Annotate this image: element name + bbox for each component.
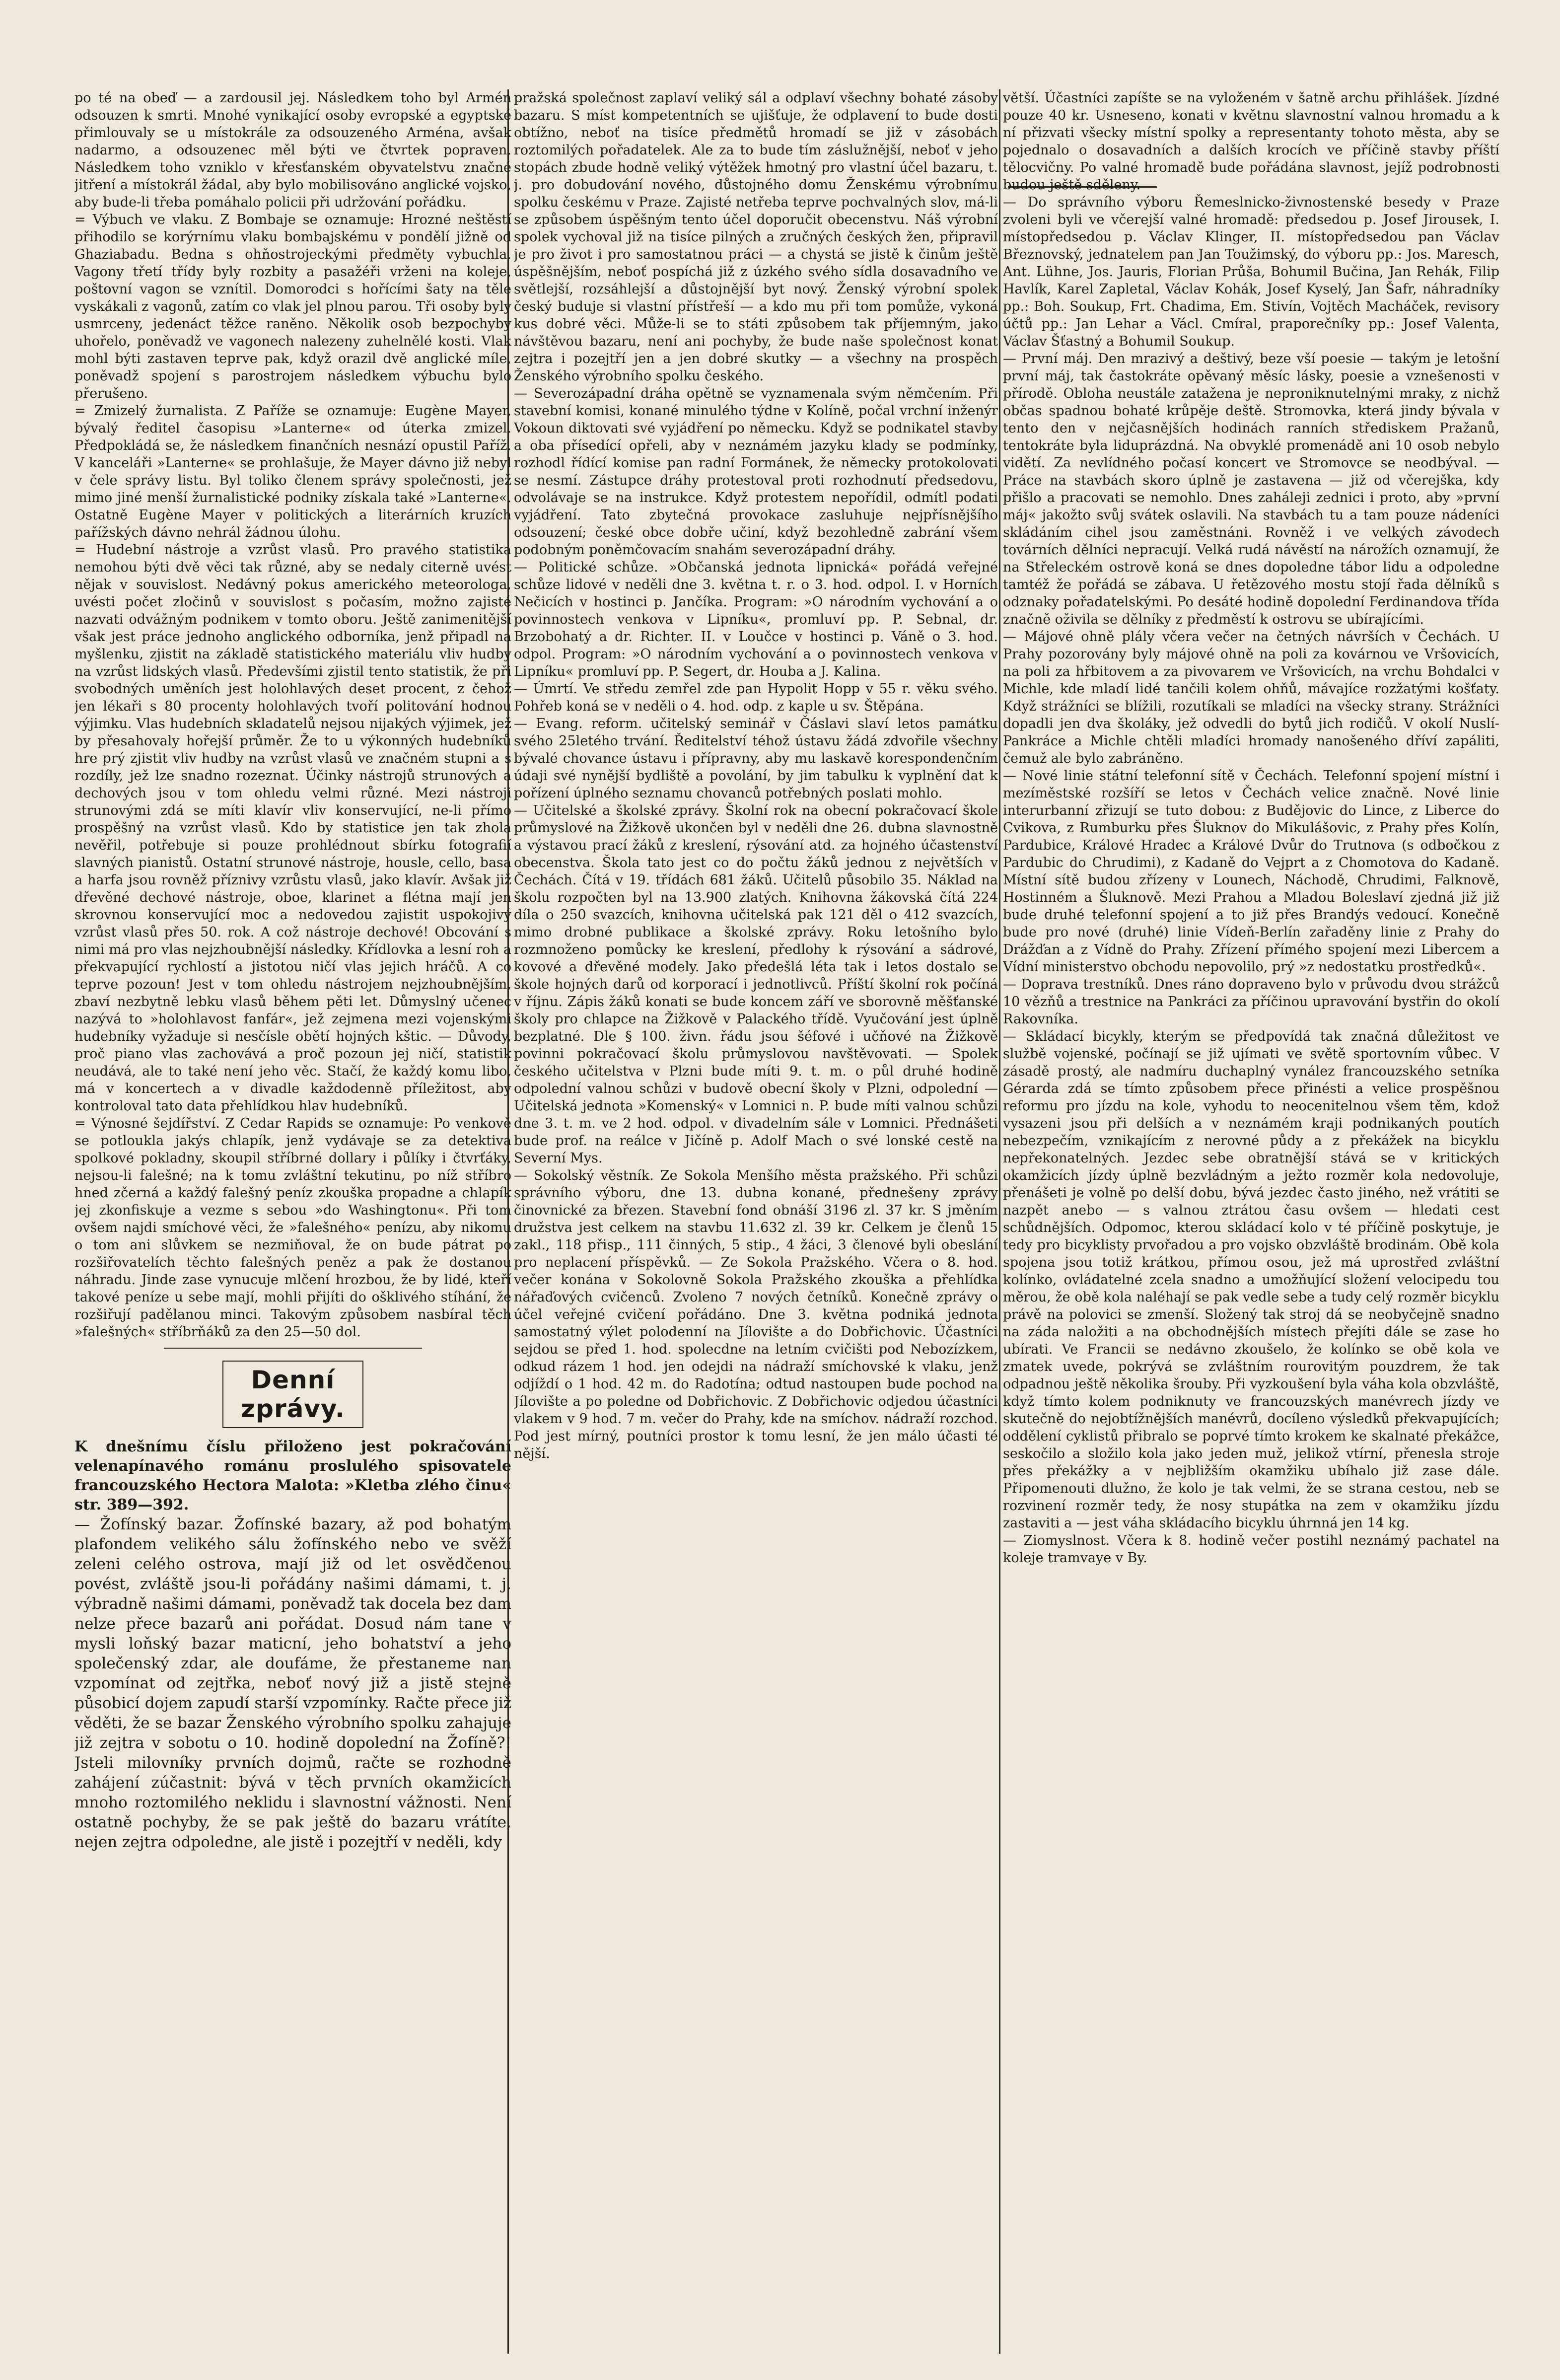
article-paragraph: — Ziomyslnost. Včera k 8. hodině večer postihl neznámý pachatel na koleje tramvaye v By. xyxy=(1003,1533,1499,1566)
article-paragraph: — Doprava trestníků. Dnes ráno dopraveno bylo v průvodu dvou strážců 10 vězňů a trestnice na Pankráci za příčinou upravování bystřin do okolí Rakovníka. xyxy=(1003,977,1499,1027)
article-paragraph: = Hudební nástroje a vzrůst vlasů. Pro pravého statistika nemohou býti dvě věci tak různé, aby se nedaly citerně uvést nějak v souvislost. Nedávný pokus amerického meteorologa, uvésti počet zločinů v souvislost s počasím, možno zajisté nazvati odvážným podnikem v tomto oboru. Ještě zanimenitější však jest práce jednoho anglického odborníka, jenž připadl na myšlenku, zjistit na základě statistického materiálu vliv hudby na vzrůst lidských vlasů. Předevšími zjistil tento statistik, že při svobodných uměních jest holohlavých deset procent, z čehož jen lékaři s 80 procenty holohlavých tvoří politování hodnou výjimku. Vlas hudebních skladatelů nejsou nijakých výjimek, jež by přesahovaly hořejší průměr. Že to u výkonných hudebníků hre prý zjistit vliv hudby na vzrůst vlasů ve značném stupni a s rozdíly, jež lze snadno rozeznat. Účinky nástrojů strunových a dechových jsou v tom ohledu velmi různé. Mezi nástroji strunovými zdá se míti klavír vliv konservující, ne-li přímo prospěšný na vzrůst vlasů. Kdo by statistice jen tak zhola nevěřil, potřebuje si pouze prohlédnout sbírku fotografií slavných pianistů. Ostatní strunové nástroje, housle, cello, basa a harfa jsou rovněž příznivy vzrůstu vlasů, jako klavír. Avšak již dřevěné dechové nástroje, oboe, klarinet a flétna mají jen skrovnou konservující moc a nedovedou zajistit uspokojivý vzrůst vlasů přes 50. rok. A což nástroje dechové! Obcování s nimi má pro vlas nejzhoubnější následky. Křídlovka a lesní roh a překvapující rychlostí a jistotou ničí vlas jejich hráčů. A co teprve pozoun! Jest v tom ohledu nástrojem nejzhoubnějším, zbaví nezbytně lebku vlasů během pěti let. Důmyslný učenec nazývá to »holohlavost fanfár«, jež zejmena mezi vojenskými hudebníky vyžaduje si nesčísle obětí hojných kštic. — Důvody, proč piano vlas zachovává a proč pozoun jej ničí, statistik neudává, ale to také není jeho věc. Stačí, že každý komu libo, má v koncertech a v divadle každodenně příležitost, aby kontroloval tato data přehlídkou hlav hudebníků. xyxy=(74,542,511,1114)
article-paragraph: — Do správního výboru Řemeslnicko-živnostenské besedy v Praze zvoleni byli ve včerejší valné hromadě: předsedou p. Josef Jirousek, I. místopředsedou p. Václav Klinger, II. místopředsedou pan Václav Březnovský, jednatelem pan Jan Toužimský, do výboru pp.: Jos. Maresch, Ant. Lühne, Jos. Jauris, Florian Průša, Bohumil Bučina, Jan Rehák, Filip Havlík, Karel Zapletal, Václav Kohák, Josef Kyselý, Jan Šafr, náhradníky pp.: Boh. Soukup, Frt. Chadima, Em. Stivín, Vojtěch Macháček, revisory účtů pp.: Jan Lehar a Václ. Cmíral, praporečníky pp.: Josef Valenta, Václav Šťastný a Bohumil Soukup. xyxy=(1003,195,1499,349)
article-paragraph: větší. Účastníci zapíšte se na vyloženém v šatně archu přihlášek. Jízdné pouze 40 kr. Usneseno, konati v květnu slavnostní valnou hromadu a k ní přizvati všecky místní spolky a representanty tohoto města, aby se pojednalo o dosavadních a dalších krocích ve příčině stavby příští tělocvičny. Po valné hromadě bude pořádána slavnost, jejíž podrobnosti budou ještě sděleny. xyxy=(1003,90,1499,193)
article-paragraph: — Nové linie státní telefonní sítě v Čechách. Telefonní spojení místní i mezíměstské rozšíří se letos v Čechách velice značně. Nové linie interurbanní zřizují se tuto dobou: z Budějovic do Lince, z Liberce do Cvikova, z Rumburku přes Šluknov do Mikulášovic, z Prahy přes Kolín, Pardubice, Králové Hradec a Králové Dvůr do Trutnova (s odbočkou z Pardubic do Chrudimi), z Kadaně do Vejprt a z Chomotova do Kadaně. Místní sítě budou zřízeny v Lounech, Náchodě, Chrudimi, Falknově, Hostinném a Šluknově. Mezi Prahou a Mladou Boleslaví zjedná již již bude druhé telefonní spojení a to již přes Brandýs vedoucí. Konečně bude pro nové (druhé) linie Vídeň-Berlín zařaděny linie z Prahy do Drážďan a z Vídně do Prahy. Zřízení přímého spojení mezi Libercem a Vídní ministerstvo obchodu nepovolilo, prý »z nedostatku prostředků«. xyxy=(1003,768,1499,975)
column-rule xyxy=(999,89,1000,2354)
article-paragraph: — Evang. reform. učitelský seminář v Čáslavi slaví letos památku svého 25letého trvání. Ředitelství téhož ústavu žádá zdvořile všechny bývalé chovance ústavu i přípravny, aby mu laskavě korespondenčním údaji své nynější bydliště a povolání, by jim tabulku k vyplnění dat k pořízení úplného seznamu chovanců potřebných poslati mohlo. xyxy=(514,716,998,801)
separator xyxy=(164,1348,422,1349)
article-paragraph: po té na obeď — a zardousil jej. Následkem toho byl Armén odsouzen k smrti. Mnohé vynikající osoby evropské a egyptské přimlouvaly se u místokrále za odsouzeného Arména, avšak nadarmo, a odsouzenec měl býti ve čtvrtek popraven. Následkem toho vzniklo v křesťanském obyvatelstvu značné jitření a místokrál žádal, aby bylo mobilisováno anglické vojsko, aby bude-li třeba pomáhalo policii při udržování pořádku. xyxy=(74,90,511,210)
column-3 xyxy=(1003,89,1499,2354)
article-paragraph: — Májové ohně plály včera večer na četných návrších v Čechách. U Prahy pozorovány byly májové ohně na poli za kovárnou ve Vršovicích, na poli za hřbitovem a za pivovarem ve Vršovicích, na vrchu Bohdalci v Michle, kde mladí lidé tančili kolem ohňů, mávajíce rozžatými košťaty. Když strážníci se blížili, rozutíkali se mladíci na všecky strany. Strážníci dopadli jen dva školáky, jež odvedli do bytů jich rodičů. V okolí Nuslí-Pankráce a Michle chtěli mladíci hromady nanošeného dříví zapáliti, čemuž ale bylo zabráněno. xyxy=(1003,629,1499,766)
article-paragraph: — Severozápadní dráha opětně se vyznamenala svým němčením. Při stavební komisi, konané minulého týdne v Kolíně, počal vrchní inženýr Vokoun diktovati své vyjádření po německu. Když se podnikatel stavby a oba přísedící opřeli, aby v neznámém jazyku klady se podmínky, rozhodl řídící komise pan radní Formánek, že německy protokolovati se nesmí. Zástupce dráhy protestoval proti rozhodnutí předsedovu, odvolávaje se na instrukce. Když protestem nepořídil, odmítl podati vyjádření. Tato zbytečná provokace zasluhuje nejpřísnějšího odsouzení; české obce dobře učiní, když bezohledně zabrání všem podobným poněmčovacím snahám severozápadní dráhy. xyxy=(514,386,998,558)
article-paragraph: — Úmrtí. Ve středu zemřel zde pan Hypolit Hopp v 55 r. věku svého. Pohřeb koná se v neděli o 4. hod. odp. z kaple u sv. Štěpána. xyxy=(514,681,998,714)
article-paragraph: — První máj. Den mrazivý a deštivý, beze vší poesie — takým je letošní první máj, tak častokráte opěvaný měsíc lásky, poesie a vznešenosti v přírodě. Obloha neustále zatažena je neproniknutelnými mraky, z nichž občas spadnou bohaté krůpěje deště. Stromovka, která jindy bývala v tento den v nejčasnějších hodinách ranních střediskem Pražanů, tentokráte byla liduprázdná. Na obvyklé promenádě ani 10 osob nebylo vidětí. Za nevlídného počasí koncert ve Stromovce se neodbýval. — Práce na stavbách skoro úplně je zastavena — již od včerejška, kdy přišlo a pracovati se nemohlo. Dnes zaháleji zednici i proto, aby »první máj« jakožto svůj svátek oslavili. Na stavbách tu a tam pouze nádeníci skládáním cihel jsou zaměstnáni. Rovněž i ve velkých závodech továrních dělníci nepracují. Velká rudá návěstí na nárožích oznamují, že na Střeleckém ostrově koná se dnes dopoledne tábor lidu a odpoledne tamtéž že pořádá se zábava. U řetězového mostu stojí řada dělníků s odznaky pořadatelskými. Po desáté hodině dopolední Ferdinandova třída značně oživila se dělníky z předměstí k ostrovu se ubírajícími. xyxy=(1003,351,1499,627)
article-paragraph: pražská společnost zaplaví veliký sál a odplaví všechny bohaté zásoby bazaru. S míst kompetentních se ujišťuje, že odplavení to bude dosti obtížno, neboť na tisíce předmětů hromadí se již v zásobách roztomilých pořadatelek. Ale za to bude tím záslužnější, neboť v jeho stopách zbude hodně veliký výtěžek hmotný pro vlastní účel bazaru, t. j. pro dobudování nového, důstojného domu Ženskému výrobnímu spolku českému v Praze. Zajisté netřeba teprve pochvalných slov, má-li se způsobem úspěšným tento účel doporučit obecenstvu. Náš výrobní spolek vychoval již na tisíce pilných a zručných českých žen, připravil je pro život i pro samostatnou práci — a chystá se jistě k činům ještě úspěšnějším, neboť pospíchá již z úzkého svého sídla dosavadního ve světlejší, rozsáhlejší a důstojnější byt nový. Ženský výrobní spolek český buduje si vlastní přístřeší — a kdo mu při tom pomůže, vykoná kus dobré věci. Může-li se to státi způsobem tak příjemným, jako návštěvou bazaru, není ani pochyby, že bude naše společnost konat zejtra i pozejtří jen a jen dobré skutky — a všechny na prospěch Ženského výrobního spolku českého. xyxy=(514,90,998,384)
column-2 xyxy=(514,89,998,2354)
section-heading: Denní zprávy. xyxy=(222,1361,363,1428)
article-paragraph: — Skládací bicykly, kterým se předpovídá tak značná důležitost ve službě vojenské, počínají se již ujímati ve světě sportovním vůbec. V zásadě prostý, ale nadmíru duchaplný vynález francouzského setníka Gérarda zdá se tímto způsobem přece přinésti a velice prospěšnou reformu pro jízdu na kole, vyhodu to neocenitelnou všem těm, kdož vysazeni jsou při delších a v neznámém kraji podnikaných poutích nebezpečím, vznikajícím z nerovné půdy a z překážek na bicyklu nepřekonatelných. Jezdec sebe obratnější stává se v kritických okamžicích jízdy úplně bezvládným a ježto rozměr kola nedovoluje, přenášeti je volně po delší dobu, bývá jezdec často jiného, než vrátiti se nazpět anebo — s valnou ztrátou času ovšem — hledati cest schůdnějších. Odpomoc, kterou skládací kolo v té příčině poskytuje, je tedy pro bicyklisty prvořadou a pro vojsko obzvláště brodinám. Obě kola spojena jsou totiž krátkou, přímou osou, jež má uprostřed zvláštní kolínko, ovládatelné zcela snadno a umožňující složení velocipedu tou měrou, že obě kola naléhají se pak vedle sebe a tudy celý rozměr bicyklu právě na polovici se zmenší. Složený tak stroj dá se neobyčejně snadno na záda naložiti a na obchodnějších místech přejíti dále se zase ho ubírati. Ve Francii se nedávno zkoušelo, že kolínko se obě kola ve zmatek uvede, pokrývá se zvláštním rourovitým pouzdrem, že tak odpadnou ještě několika šrouby. Při vyzkoušení byla váha kola obzvláště, když tímto kolem podniknuty ve francouzských manévrech jízdy ve skutečně do nejobtížnějších manévrů, docíleno výsledků překvapujících; oddělení cyklistů přibralo se poprvé tímto krokem ke skalnaté překážce, seskočilo a složilo kola jako jeden muž, jelikož vtírní, přenesla stroje přes překážky a v nejbližším okamžiku ubíhalo již zase dále. Připomenouti dlužno, že kolo je tak velmi, že se strana cestou, neb se rozvinení rozměr tedy, že nosy stupátka na zem v okamžiku jízdu zastaviti a — jest váha skládacího bicyklu úhrnná jen 14 kg. xyxy=(1003,1029,1499,1531)
article-paragraph: — Žofínský bazar. Žofínské bazary, až pod bohatým plafondem velikého sálu žofínského nebo ve svěží zeleni celého ostrova, mají již od let osvědčenou povést, zvláště jsou-li pořádány našimi dámami, t. j. výbradně našimi dámami, poněvadž tak docela bez dam nelze přece bazarů ani pořádat. Dosud nám tane v mysli loňský bazar maticní, jeho bohatství a jeho společenský zdar, ale doufáme, že přestaneme nan vzpomínat od zejtřka, neboť nový již a jistě stejně působicí dojem zapudí starší vzpomínky. Račte přece již věděti, že se bazar Ženského výrobního spolku zahajuje již zejtra v sobotu o 10. hodině dopolední na Žofíně?! Jsteli milovníky prvních dojmů, račte se rozhodně zahájení zúčastnit: bývá v těch prvních okamžicích mnoho roztomilého neklidu i slavnostní vážnosti. Není ostatně pochyby, že se pak ještě do bazaru vrátíte, nejen zejtra odpoledne, ale jistě i pozejtří v neděli, kdy xyxy=(74,1515,511,1851)
article-paragraph: — Sokolský věstník. Ze Sokola Menšího města pražského. Při schůzi správního výboru, dne 13. dubna konané, přednešeny zprávy činovnické za březen. Stavební fond obnáší 3196 zl. 37 kr. S jměním družstva jest celkem na stavbu 11.632 zl. 39 kr. Celkem je členů 15 zakl., 118 přisp., 111 činných, 5 stip., 4 žáci, 3 členové byli obeslání pro neplacení příspěvků. — Ze Sokola Pražského. Včera o 8. hod. večer konána v Sokolovně Sokola Pražského zkouška a přehlídka nářaďových cvičenců. Zvoleno 7 nových četníků. Konečně zprávy o účel veřejné cvičení pořádáno. Dne 3. května podniká jednota samostatný výlet polodenní na Jílovište a do Dobřichovic. Účastníci sejdou se před 1. hod. spolecdne na letním cvičišti pod Nebozízkem, odkud rázem 1 hod. jen odejdi na nádraží smíchovské k vlaku, jenž odjíždí o 1 hod. 42 m. do Radotína; odtud nastoupen bude pochod na Jílovište a po poledne od Dobřichovic. Z Dobřichovic odjedou účastníci vlakem v 9 hod. 7 m. večer do Prahy, kde na smíchov. nádraží rozchod. Pod jest mírný, poutníci prostor k tomu lesní, že jen málo účasti té nější. xyxy=(514,1168,998,1461)
lead-paragraph: K dnešnímu číslu přiloženo jest pokračování velenapínavého románu proslulého spisovatele francouzského Hectora Malota: »Kletba zlého činu« str. 389—392. xyxy=(74,1438,511,1514)
article-paragraph: — Učitelské a školské zprávy. Školní rok na obecní pokračovací škole průmyslové na Žižkově ukončen byl v neděli dne 26. dubna slavnostně a výstavou prací žáků z kreslení, rýsování atd. za hojného účastenství obecenstva. Škola tato jest co do počtu žáků jednou z největších v Čechách. Čítá v 19. třídách 681 žáků. Učitelů působilo 35. Náklad na školu rozpočten byl na 13.900 zlatých. Knihovna žákovská čítá 224 díla o 250 svazcích, knihovna učitelská pak 121 děl o 412 svazcích, mimo drobné publikace a školské zprávy. Roku letošního bylo rozmnoženo pomůcky ke kreslení, předlohy k rýsování a sádrové, kovové a dřevěné modely. Jako předešlá léta tak i letos dostalo se škole hojných darů od korporací i jednotlivců. Příští školní rok počíná v říjnu. Zápis žáků konati se bude koncem září ve sborovně měšťanské školy pro chlapce na Žižkově v Palackého třídě. Vyučování jest úplně bezplatné. Dle § 100. živn. řádu jsou šéfové i učňové na Žižkově povinni pokračovací školu průmyslovou navštěvovati. — Spolek českého učitelstva v Plzni bude míti 9. t. m. o půl druhé hodině odpolední valnou schůzi v budově obecní školy v Plzni, odpolední — Učitelská jednota »Komenský« v Lomnici n. P. bude míti valnou schůzi dne 3. t. m. ve 2 hod. odpol. v divadelním sále v Lomnici. Přednášeti bude prof. na reálce v Jičíně p. Adolf Mach o své lonské cestě na Severní Mys. xyxy=(514,803,998,1166)
article-paragraph: = Zmizelý žurnalista. Z Paříže se oznamuje: Eugène Mayer, bývalý ředitel časopisu »Lanterne« od úterka zmizel. Předpokládá se, že následkem finančních nesnází opustil Paříž. V kanceláři »Lanterne« se prohlašuje, že Mayer dávno již nebyl v čele správy listu. Byl toliko členem správy společnosti, jež mimo jiné menší žurnalistické podniky získala také »Lanterne«. Ostatně Eugène Mayer v politických a literárních kruzích pařížských dávno nehrál žádnou úlohu. xyxy=(74,403,511,540)
column-1 xyxy=(74,89,511,2354)
newspaper-page xyxy=(74,89,1524,2354)
article-paragraph: = Výbuch ve vlaku. Z Bombaje se oznamuje: Hrozné neštěstí přihodilo se korýrnímu vlaku bombajskému v pondělí jižně od Ghaziabadu. Bedna s ohňostrojeckými předměty vybuchla. Vagony třetí třídy byly rozbity a pasažéři vrženi na koleje, poštovní vagon se vznítil. Domorodci s hořícími šaty na těle vyskákali z vagonů, zatím co vlak jel plnou parou. Tři osoby byly usmrceny, jedenáct těžce raněno. Několik osob bezpochyby uhořelo, poněvadž ve vagonech nalezeny zuhelnělé kosti. Vlak mohl býti zastaven teprve pak, když orazil dvě anglické míle, poněvadž spojení s parostrojem následkem výbuchu bylo přerušeno. xyxy=(74,212,511,401)
article-paragraph: — Politické schůze. »Občanská jednota lipnická« pořádá veřejné schůze lidové v neděli dne 3. května t. r. o 3. hod. odpol. I. v Horních Nečicích v hostinci p. Jančíka. Program: »O národním vychování a o povinnostech venkova v Lipníku«, promluví pp. P. Sebnal, dr. Brzobohatý a dr. Richter. II. v Loučce v hostinci p. Váně o 3. hod. odpol. Program: »O národním vychování a o povinnostech venkova v Lipníku« promluví pp. P. Segert, dr. Houba a J. Kalina. xyxy=(514,560,998,679)
article-paragraph: = Výnosné šejdířství. Z Cedar Rapids se oznamuje: Po venkově se potloukla jakýs chlapík, jenž vydávaje se za detektiva spolkové pokladny, skoupil stříbrné dollary i půlíky i čtvrťáky, nejsou-li falešné; na k tomu zvláštní tekutinu, po níž stříbro hned zčerná a každý falešný peníz zkouška propadne a chlapík jej zkonfiskuje a vezme s sebou »do Washingtonu«. Při tom ovšem najdi smíchové věci, že »falešného« penízu, aby nikomu o tom ani slůvkem se nezmiňoval, že on bude pátrat po rozšiřovatelích těchto falešných peněz a pak že dostanou náhradu. Jinde zase vynucuje mlčení hrozbou, že by lidé, kteří takové peníze u sebe mají, mohli přijíti do ošklivého stíhání, že rozšiřují padělanou minci. Takovým způsobem nasbíral těch »falešných« stříbrňáků za den 25—50 dol. xyxy=(74,1116,511,1340)
